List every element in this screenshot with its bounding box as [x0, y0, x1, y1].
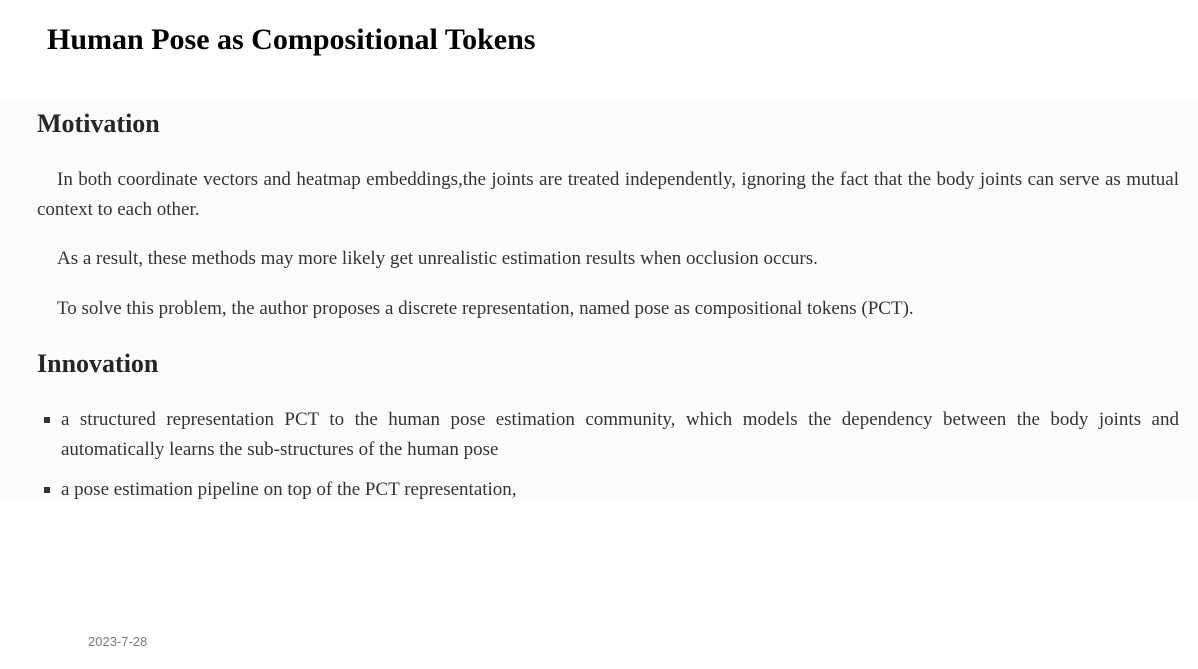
footer-date: 2023-7-28	[88, 634, 148, 649]
slide-title: Human Pose as Compositional Tokens	[47, 23, 536, 56]
list-item-text: a structured representation PCT to the human pose estimation community, which models the dependency between the body joints and automatically learns the sub-structures of the human pose	[61, 409, 1179, 460]
list-item	[61, 405, 1179, 465]
square-bullet-icon	[44, 417, 50, 423]
list-item	[61, 475, 1179, 505]
motivation-heading: Motivation	[37, 109, 160, 138]
list-item-text: a pose estimation pipeline on top of the PCT representation,	[61, 479, 517, 500]
motivation-paragraph-2: As a result, these methods may more likely get unrealistic estimation results when occlusion occurs.	[57, 248, 818, 269]
motivation-paragraph-1: In both coordinate vectors and heatmap embeddings,the joints are treated independently, ignoring the fact that the body joints can serve as mutual context to each other.	[37, 169, 1179, 220]
square-bullet-icon	[44, 487, 50, 493]
motivation-paragraph-3: To solve this problem, the author proposes a discrete representation, named pose as compositional tokens (PCT).	[57, 298, 914, 319]
content-panel	[0, 98, 1198, 501]
innovation-heading: Innovation	[37, 349, 159, 378]
